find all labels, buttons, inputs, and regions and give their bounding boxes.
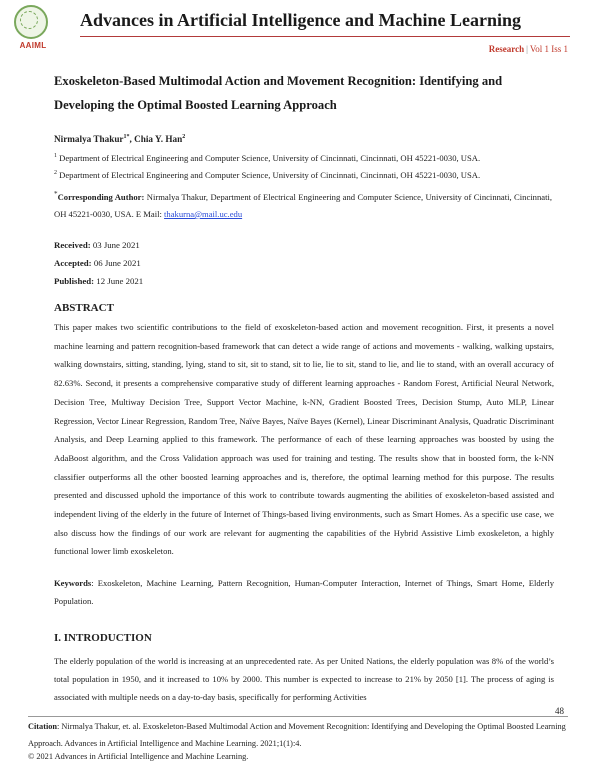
corr-text: Nirmalya Thakur, Department of Electrical Engineering and Computer Science, University of Cincinnati, Cincinnati, OH 45221-0030, USA. E Mail: [54,191,552,219]
logo-circuit-icon [20,11,38,29]
received-label: Received: [54,240,91,250]
affiliation-2 [54,170,480,180]
published-value: 12 June 2021 [94,276,144,286]
journal-title: Advances in Artificial Intelligence and Machine Learning [80,10,521,30]
corr-marker: * [54,190,58,198]
abstract-heading: ABSTRACT [54,302,114,314]
received-value: 03 June 2021 [90,240,140,250]
keywords-label: Keywords [54,578,92,588]
author-name: Nirmalya Thakur [54,134,124,145]
journal-logo [10,5,54,53]
volume-issue: Vol 1 Iss 1 [529,44,568,54]
accepted-label: Accepted: [54,258,92,268]
author-affil-marker: 2 [182,134,186,140]
affiliation-text: Department of Electrical Engineering and Computer Science, University of Cincinnati, Cincinnati, OH 45221-0030, USA. [59,170,481,180]
corresponding-author [54,186,552,223]
author-name: Chia Y. Han [134,134,183,145]
keywords-text: : Exoskeleton, Machine Learning, Pattern Recognition, Human-Computer Interaction, Internet of Things, Smart Home, Elderly Population. [54,578,554,606]
author-list [54,134,185,144]
received-date [54,236,143,254]
corr-label: Corresponding Author: [57,191,145,202]
keywords [54,574,554,610]
header-divider [80,36,570,37]
introduction-text: The elderly population of the world is increasing at an unprecedented rate. As per United Nations, the elderly population was 8% of the world’s total population in 1950, and it increased to 10% by 2000. This number is expected to increase to 21% by 2050 [1]. The process of aging is associated with multiple needs on a day-to-day basis, specifically for performing Activities [54,656,554,702]
author-separator: , [129,134,135,145]
abstract-text: This paper makes two scientific contributions to the field of exoskeleton-based action and movement recognition. First, it presents a novel machine learning and pattern recognition-based framework that can detect a wide range of actions and movements - walking, walking upstairs, walking downstairs, sitting, standing, lying, stand to sit, sit to stand, sit to lie, lie to sit, stand to lie, and lie to stand, with an overall accuracy of 82.63%. Second, it presents a comprehensive comparative study of different learning approaches - Random Forest, Artificial Neural Network, Decision Tree, Multiway Decision Tree, Support Vector Machine, k-NN, Gradient Boosted Trees, Decision Stump, Auto MLP, Linear Regression, Vector Linear Regression, Random Tree, Naïve Bayes, Naïve Bayes (Kernel), Linear Discriminant Analysis, Quadratic Discriminant Analysis, and Deep Learning applied to this framework. The performance of each of these learning approaches was boosted by using the AdaBoost algorithm, and the Cross Validation approach was used for training and testing. The results show that in boosted form, the k-NN classifier outperforms all the other boosted learning approaches and is, therefore, the optimal learning method for this purpose. The results presented and discussed uphold the importance of this work to contribute towards augmenting the abilities of exoskeleton-based assisted and independent living of the elderly in the future of Internet of Things-based living environments, such as Smart Homes. As a specific use case, we also discuss how the findings of our work are relevant for augmenting the capabilities of the Hybrid Assistive Limb exoskeleton, a highly functional lower limb exoskeleton. [54,322,554,557]
paper-title: Exoskeleton-Based Multimodal Action and Movement Recognition: Identifying and Developing the Optimal Boosted Learning Approach [54,74,503,112]
article-meta [489,44,568,54]
email-link[interactable]: thakurna@mail.uc.edu [164,208,243,219]
author-affil-marker: 1* [123,134,130,140]
introduction-heading: I. INTRODUCTION [54,632,152,644]
publication-dates [54,236,143,290]
article-type: Research [488,44,525,54]
affil-marker: 1 [54,153,57,160]
affiliation-text: Department of Electrical Engineering and Computer Science, University of Cincinnati, Cincinnati, OH 45221-0030, USA. [59,153,481,163]
citation-text: : Nirmalya Thakur, et. al. Exoskeleton-Based Multimodal Action and Movement Recognition: Identifying and Developing the Optimal Boosted Learning Approach. Advances in Artificial Intelligence and Machine Learning. 2021;1(1):4. [28,722,566,748]
copyright-notice: © 2021 Advances in Artificial Intelligence and Machine Learning. [28,752,249,761]
accepted-value: 06 June 2021 [91,258,141,268]
page-number: 48 [555,706,564,716]
published-label: Published: [54,276,95,286]
citation [28,718,573,752]
accepted-date [54,254,143,272]
affil-marker: 2 [54,170,57,177]
meta-separator: | [526,44,528,54]
affiliation-1 [54,153,480,163]
citation-label: Citation [28,722,58,731]
logo-text: AAIML [19,41,47,50]
footer-divider [28,716,568,717]
published-date [54,272,143,290]
